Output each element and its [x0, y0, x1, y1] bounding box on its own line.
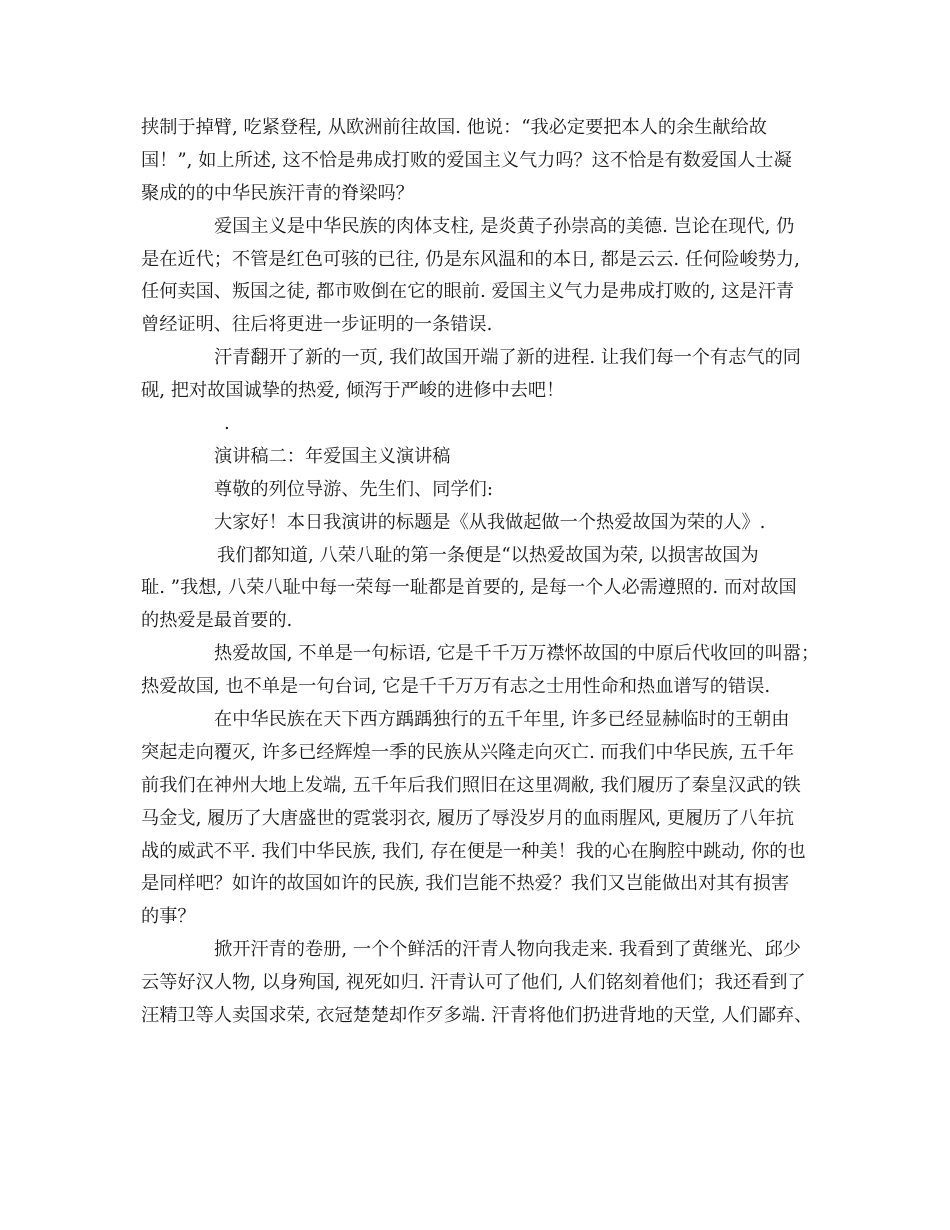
section-heading: 演讲稿二：年爱国主义演讲稿: [214, 445, 451, 467]
text-line: 耻. ”我想, 八荣八耻中每一荣每一耻都是首要的, 是每一个人必需遵照的. 而对故国: [141, 577, 797, 599]
text-line: 挟制于掉臂, 吃紧登程, 从欧洲前往故国. 他说：“我必定要把本人的余生献给故: [141, 117, 767, 138]
text-line: 是同样吧？如许的故国如许的民族, 我们岂能不热爱？我们又岂能做出对其有损害: [141, 873, 790, 895]
text-line: 热爱故国, 也不单是一句台词, 它是千千万万有志之士用性命和热血谱写的错误.: [141, 676, 771, 698]
text-line: 马金戈, 履历了大唐盛世的霓裳羽衣, 履历了辱没岁月的血雨腥风, 更履历了八年抗: [141, 807, 795, 829]
text-line: 前我们在神州大地上发端, 五千年后我们照旧在这里凋敝, 我们履历了秦皇汉武的铁: [141, 774, 801, 796]
paragraph-start: 在中华民族在天下西方踽踽独行的五千年里, 许多已经显赫临时的王朝由: [214, 709, 790, 731]
text-line: 汪精卫等人卖国求荣, 衣冠楚楚却作歹多端. 汗青将他们扔进背地的天堂, 人们鄙弃、: [141, 1005, 813, 1027]
text-line: 的事？: [141, 906, 196, 928]
paragraph-start: 汗青翻开了新的一页, 我们故国开端了新的进程. 让我们每一个有志气的同: [214, 347, 801, 369]
text-line: 突起走向覆灭, 许多已经辉煌一季的民族从兴隆走向灭亡. 而我们中华民族, 五千年: [141, 741, 795, 763]
text-line: 砚, 把对故国诚挚的热爱, 倾泻于严峻的进修中去吧！: [141, 380, 565, 402]
text-line: 国！”, 如上所述, 这不恰是弗成打败的爱国主义气力吗？这不恰是有数爱国人士凝: [141, 149, 792, 171]
paragraph-start: 大家好！本日我演讲的标题是《从我做起做一个热爱故国为荣的人》.: [214, 511, 766, 533]
paragraph-start: 掀开汗青的卷册, 一个个鲜活的汗青人物向我走来. 我看到了黄继光、邱少: [214, 939, 801, 961]
salutation: 尊敬的列位导游、先生们、同学们:: [214, 478, 493, 500]
text-line: 的热爱是最首要的.: [141, 610, 293, 632]
text-line: 战的威武不平. 我们中华民族, 我们, 存在便是一种美！我的心在胸腔中跳动, 你的也: [141, 840, 806, 862]
paragraph-start: 我们都知道, 八荣八耻的第一条便是“以热爱故国为荣, 以损害故国为: [217, 544, 759, 566]
paragraph-start: 爱国主义是中华民族的肉体支柱, 是炎黄子孙崇高的美德. 岂论在现代, 仍: [214, 215, 795, 237]
text-line: 聚成的的中华民族汗青的脊梁吗？: [141, 182, 414, 204]
text-line: 曾经证明、往后将更进一步证明的一条错误.: [141, 314, 493, 336]
paragraph-start: 热爱故国, 不单是一句标语, 它是千千万万襟怀故国的中原后代收回的叫嚣；: [214, 643, 820, 665]
document-body: [141, 112, 821, 1033]
separator-dot: .: [224, 413, 230, 435]
text-line: 任何卖国、叛国之徒, 都市败倒在它的眼前. 爱国主义气力是弗成打败的, 这是汗青: [141, 281, 795, 303]
text-line: 是在近代；不管是红色可骇的已往, 仍是东风温和的本日, 都是云云. 任何险峻势力,: [141, 248, 800, 270]
text-line: 云等好汉人物, 以身殉国, 视死如归. 汗青认可了他们, 人们铭刻着他们；我还看到了: [141, 972, 806, 994]
